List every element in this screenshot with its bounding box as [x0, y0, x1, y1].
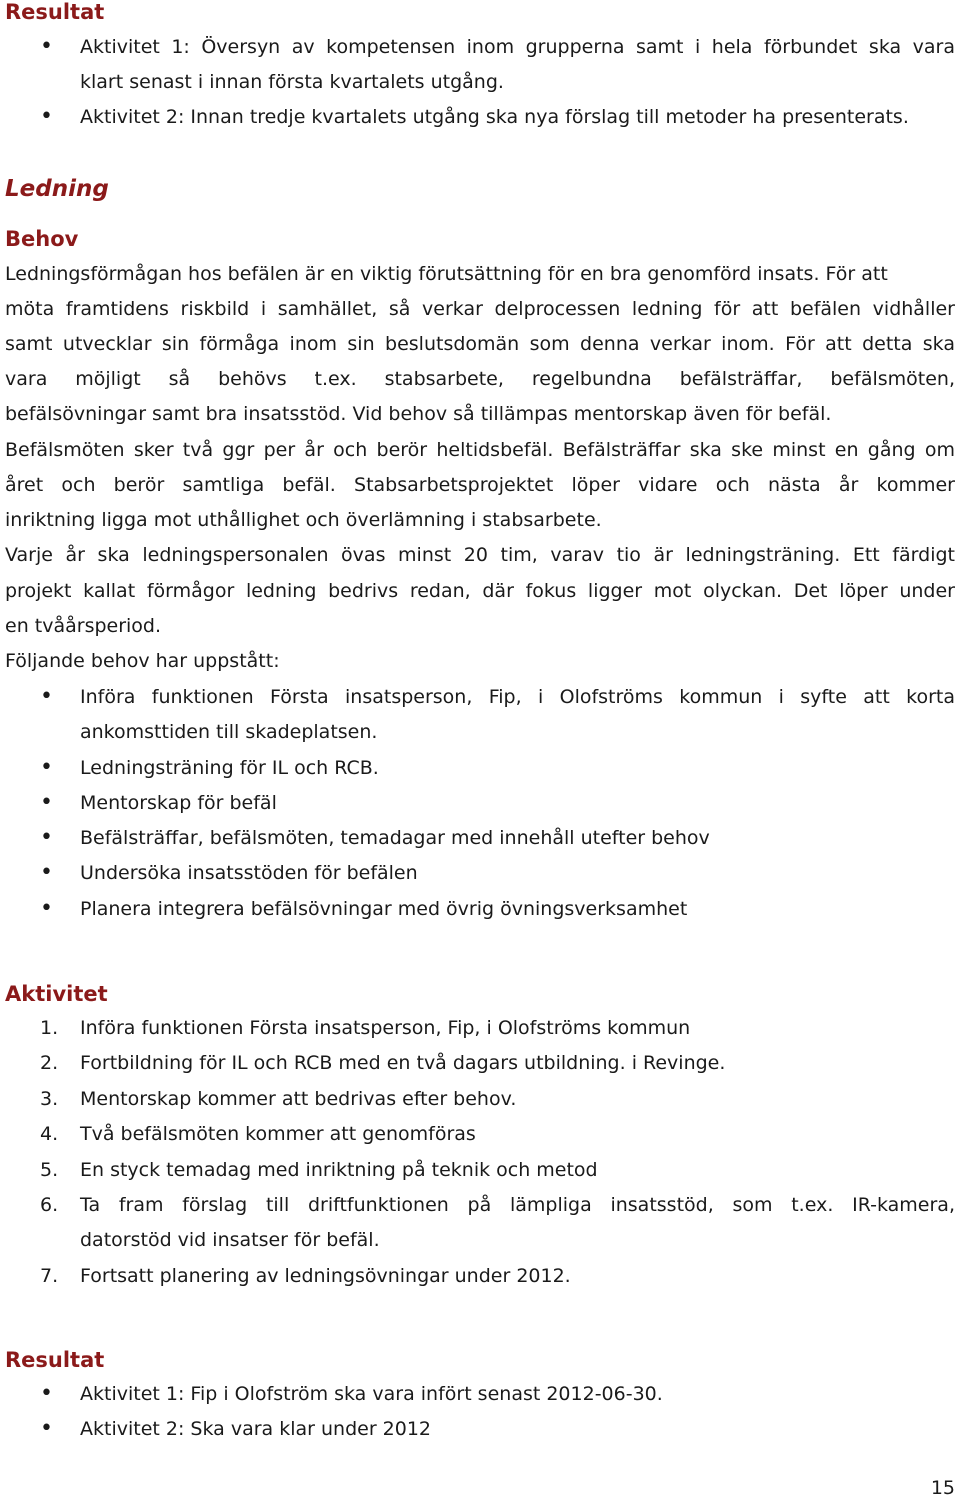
heading-ledning: Ledning	[5, 176, 109, 202]
paragraph-line: befälsövningar samt bra insatsstöd. Vid behov så tillämpas mentorskap även för befäl.	[5, 403, 832, 425]
list-item-line: Aktivitet 2: Innan tredje kvartalets utgång ska nya förslag till metoder ha presenterats.	[80, 106, 909, 128]
list-item-line: Aktivitet 1: Översyn av kompetensen inom grupperna samt i hela förbundet ska vara	[80, 36, 955, 58]
list-item-line: Undersöka insatsstöden för befälen	[80, 862, 418, 884]
list-item-line: klart senast i innan första kvartalets utgång.	[80, 71, 504, 93]
list-number: 4.	[40, 1123, 59, 1145]
list-item-line: Aktivitet 1: Fip i Olofström ska vara infört senast 2012-06-30.	[80, 1383, 663, 1405]
bullet-icon: •	[40, 684, 53, 709]
list-item-line: Mentorskap för befäl	[80, 792, 277, 814]
list-item-line: Planera integrera befälsövningar med övrig övningsverksamhet	[80, 898, 688, 920]
paragraph-line: projekt kallat förmågor ledning bedrivs redan, där fokus ligger mot olyckan. Det löper under	[5, 580, 955, 602]
paragraph-line: samt utvecklar sin förmåga inom sin beslutsdomän som denna verkar inom. För att detta ska	[5, 333, 955, 355]
heading-resultat: Resultat	[5, 1348, 105, 1372]
numbered-item-line: Fortsatt planering av ledningsövningar under 2012.	[80, 1265, 571, 1287]
list-number: 3.	[40, 1088, 59, 1110]
numbered-item-line: Ta fram förslag till driftfunktionen på lämpliga insatsstöd, som t.ex. IR-kamera,	[80, 1194, 955, 1216]
heading-aktivitet: Aktivitet	[5, 982, 108, 1006]
list-item-line: Befälsträffar, befälsmöten, temadagar med innehåll utefter behov	[80, 827, 710, 849]
list-number: 7.	[40, 1265, 59, 1287]
bullet-icon: •	[40, 104, 53, 129]
numbered-item-line: Fortbildning för IL och RCB med en två dagars utbildning. i Revinge.	[80, 1052, 726, 1074]
paragraph-line: Ledningsförmågan hos befälen är en viktig förutsättning för en bra genomförd insats. För att	[5, 263, 888, 285]
list-item-line: Ledningsträning för IL och RCB.	[80, 757, 379, 779]
list-item-line: Införa funktionen Första insatsperson, Fip, i Olofströms kommun i syfte att korta	[80, 686, 955, 708]
bullet-icon: •	[40, 1381, 53, 1406]
bullet-icon: •	[40, 1416, 53, 1441]
paragraph-line: Varje år ska ledningspersonalen övas minst 20 tim, varav tio är ledningsträning. Ett färdigt	[5, 544, 955, 566]
heading-behov: Behov	[5, 227, 79, 251]
heading-resultat: Resultat	[5, 0, 105, 24]
paragraph-line: året och berör samtliga befäl. Stabsarbetsprojektet löper vidare och nästa år kommer	[5, 474, 955, 496]
paragraph-line: Följande behov har uppstått:	[5, 650, 280, 672]
paragraph-line: en tvåårsperiod.	[5, 615, 162, 637]
bullet-icon: •	[40, 755, 53, 780]
list-item-line: ankomsttiden till skadeplatsen.	[80, 721, 378, 743]
paragraph-line: möta framtidens riskbild i samhället, så verkar delprocessen ledning för att befälen vidhåller	[5, 298, 955, 320]
numbered-item-line: Införa funktionen Första insatsperson, Fip, i Olofströms kommun	[80, 1017, 691, 1039]
list-number: 5.	[40, 1159, 59, 1181]
list-number: 6.	[40, 1194, 59, 1216]
list-number: 2.	[40, 1052, 59, 1074]
paragraph-line: Befälsmöten sker två ggr per år och berör heltidsbefäl. Befälsträffar ska ske minst en gång om	[5, 439, 955, 461]
bullet-icon: •	[40, 860, 53, 885]
numbered-item-line: Två befälsmöten kommer att genomföras	[80, 1123, 476, 1145]
numbered-item-line: datorstöd vid insatser för befäl.	[80, 1229, 380, 1251]
numbered-item-line: En styck temadag med inriktning på teknik och metod	[80, 1159, 598, 1181]
paragraph-line: inriktning ligga mot uthållighet och överlämning i stabsarbete.	[5, 509, 602, 531]
numbered-item-line: Mentorskap kommer att bedrivas efter behov.	[80, 1088, 517, 1110]
bullet-icon: •	[40, 34, 53, 59]
bullet-icon: •	[40, 825, 53, 850]
list-number: 1.	[40, 1017, 59, 1039]
bullet-icon: •	[40, 790, 53, 815]
paragraph-line: vara möjligt så behövs t.ex. stabsarbete, regelbundna befälsträffar, befälsmöten,	[5, 368, 955, 390]
list-item-line: Aktivitet 2: Ska vara klar under 2012	[80, 1418, 432, 1440]
page-number: 15	[930, 1477, 955, 1499]
bullet-icon: •	[40, 896, 53, 921]
